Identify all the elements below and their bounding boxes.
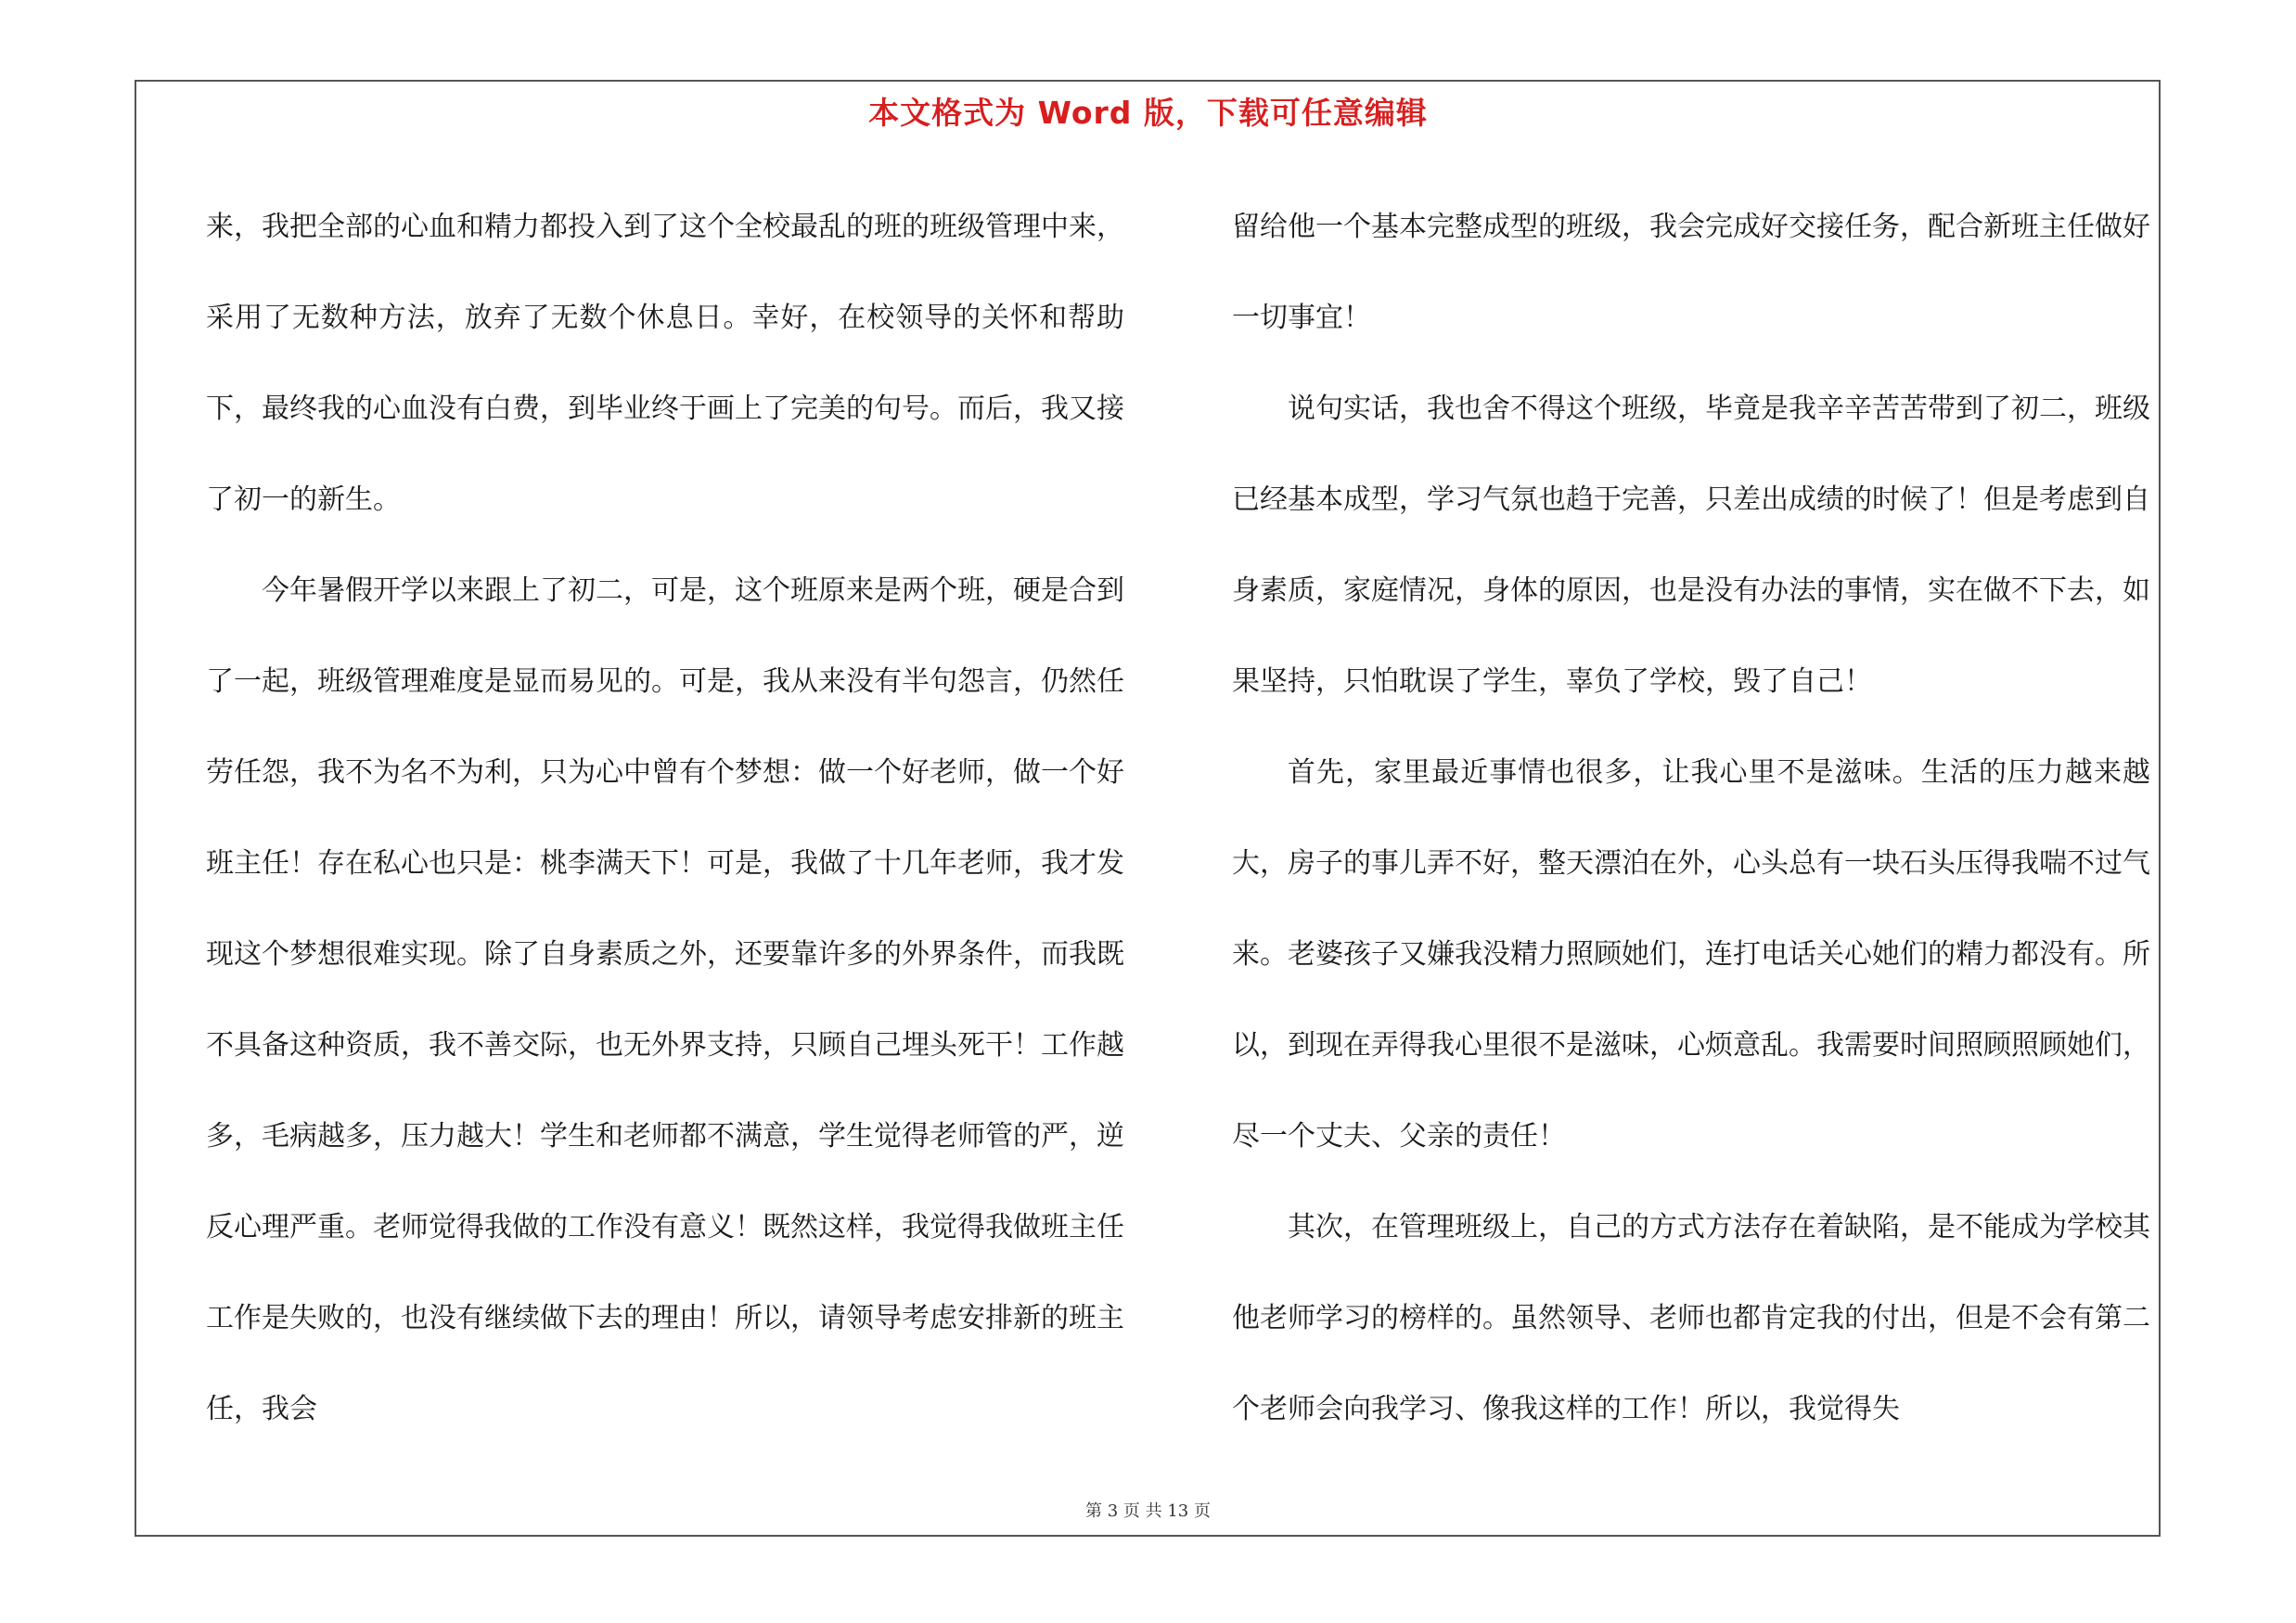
paragraph: 说句实话，我也舍不得这个班级，毕竟是我辛辛苦苦带到了初二，班级已经基本成型，学习气氛也趋于完善，只差出成绩的时候了！但是考虑到自身素质，家庭情况，身体的原因，也是没有办法的事情，实在做不下去，如果坚持，只怕耽误了学生，辜负了学校，毁了自己！ xyxy=(1232,393,2150,698)
paragraph: 今年暑假开学以来跟上了初二，可是，这个班原来是两个班，硬是合到了一起，班级管理难度是显而易见的。可是，我从来没有半句怨言，仍然任劳任怨，我不为名不为利，只为心中曾有个梦想：做一个好老师，做一个好班主任！存在私心也只是：桃李满天下！可是，我做了十几年老师，我才发现这个梦想很难实现。除了自身素质之外，还要靠许多的外界条件，而我既不具备这种资质，我不善交际，也无外界支持，只顾自己埋头死干！工作越多，毛病越多，压力越大！学生和老师都不满意，学生觉得老师管的严，逆反心理严重。老师觉得我做的工作没有意义！既然这样，我觉得我做班主任工作是失败的，也没有继续做下去的理由！所以，请领导考虑安排新的班主任，我会 xyxy=(206,574,1124,1425)
page-indicator: 第 3 页 共 13 页 xyxy=(1085,1501,1211,1521)
paragraph: 来，我把全部的心血和精力都投入到了这个全校最乱的班的班级管理中来，采用了无数种方法，放弃了无数个休息日。幸好，在校领导的关怀和帮助下，最终我的心血没有白费，到毕业终于画上了完美的句号。而后，我又接了初一的新生。 xyxy=(206,211,1124,516)
paragraph: 其次，在管理班级上，自己的方式方法存在着缺陷，是不能成为学校其他老师学习的榜样的。虽然领导、老师也都肯定我的付出，但是不会有第二个老师会向我学习、像我这样的工作！所以，我觉得失 xyxy=(1232,1211,2150,1425)
left-column xyxy=(206,182,1124,1455)
paragraph: 首先，家里最近事情也很多，让我心里不是滋味。生活的压力越来越大，房子的事儿弄不好，整天漂泊在外，心头总有一块石头压得我喘不过气来。老婆孩子又嫌我没精力照顾她们，连打电话关心她们的精力都没有。所以，到现在弄得我心里很不是滋味，心烦意乱。我需要时间照顾照顾她们，尽一个丈夫、父亲的责任！ xyxy=(1232,756,2150,1153)
right-column xyxy=(1232,182,2150,1455)
header-banner: 本文格式为 Word 版，下载可任意编辑 xyxy=(868,95,1428,131)
paragraph: 留给他一个基本完整成型的班级，我会完成好交接任务，配合新班主任做好一切事宜！ xyxy=(1232,211,2150,334)
